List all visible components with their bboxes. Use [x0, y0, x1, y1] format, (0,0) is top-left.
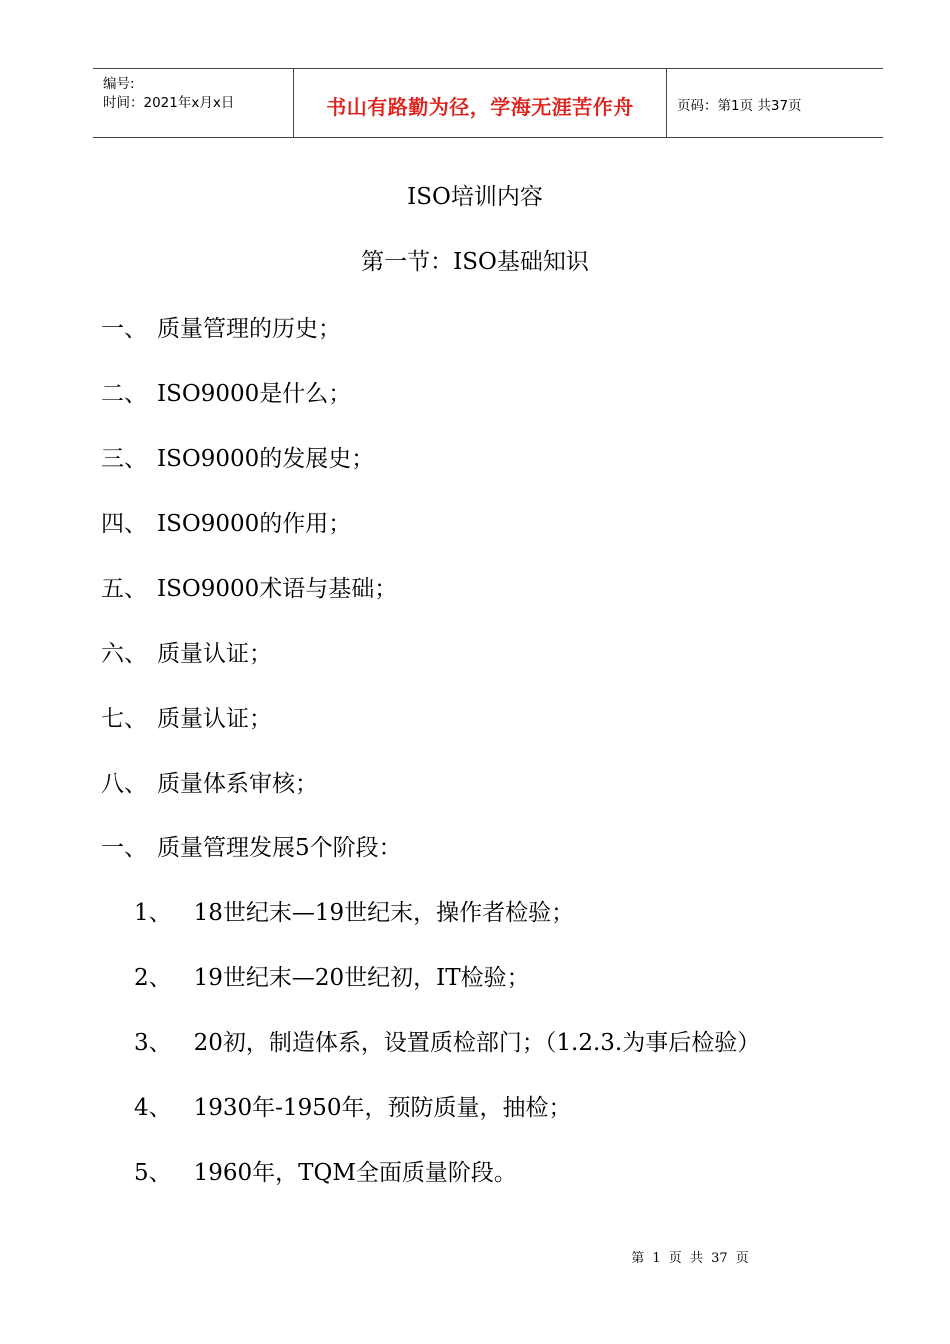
outline-text: ISO9000是什么；: [157, 381, 352, 407]
footer-gong: 共: [689, 1251, 703, 1266]
outline-num: 二、: [101, 381, 147, 407]
stage-num: 4、: [134, 1095, 172, 1121]
stage-item: [134, 959, 530, 992]
page-footer: [0, 1247, 950, 1266]
document-title: ISO培训内容: [407, 184, 543, 210]
header-page-cell: [667, 69, 883, 137]
outline-num: 一、: [101, 316, 147, 342]
stage-item: [134, 1024, 760, 1057]
stage-num: 2、: [134, 965, 172, 991]
footer-ye2: 页: [735, 1251, 749, 1266]
outline-item: [101, 310, 341, 343]
outline-text: 质量管理发展5个阶段：: [157, 835, 402, 861]
outline-text: 质量管理的历史；: [157, 316, 341, 342]
footer-ye: 页: [668, 1251, 682, 1266]
outline-item: [101, 829, 402, 862]
outline-num: 三、: [101, 446, 147, 472]
outline-num: 七、: [101, 706, 147, 732]
outline-item: [101, 375, 351, 408]
header-motto-cell: [294, 69, 667, 137]
footer-total-pages: 37: [711, 1251, 728, 1266]
page-info: 页码：第1页 共37页: [677, 98, 802, 114]
footer-page-number: 1: [652, 1251, 661, 1266]
stage-text: 20初，制造体系，设置质检部门；（1.2.3.为事后检验）: [193, 1030, 761, 1056]
outline-text: ISO9000术语与基础；: [157, 576, 398, 602]
stage-item: [134, 1154, 517, 1187]
outline-item: [101, 570, 397, 603]
outline-item: [101, 505, 351, 538]
outline-num: 八、: [101, 771, 147, 797]
outline-item: [101, 440, 374, 473]
outline-num: 五、: [101, 576, 147, 602]
stage-num: 5、: [134, 1160, 172, 1186]
stage-num: 3、: [134, 1030, 172, 1056]
outline-item: [101, 700, 272, 733]
time-label: 时间：2021年x月x日: [103, 95, 235, 111]
outline-text: 质量认证；: [157, 706, 272, 732]
outline-num: 四、: [101, 511, 147, 537]
page-header: [93, 68, 883, 138]
stage-text: 19世纪末—20世纪初，IT检验；: [193, 965, 530, 991]
section-title: 第一节：ISO基础知识: [361, 249, 589, 275]
outline-text: 质量体系审核；: [157, 771, 318, 797]
footer-di: 第: [631, 1251, 645, 1266]
outline-text: 质量认证；: [157, 641, 272, 667]
outline-text: ISO9000的作用；: [157, 511, 352, 537]
serial-label: 编号:: [103, 76, 135, 92]
outline-item: [101, 635, 272, 668]
outline-num: 一、: [101, 835, 147, 861]
stage-text: 1960年，TQM全面质量阶段。: [193, 1160, 517, 1186]
outline-item: [101, 765, 318, 798]
stage-num: 1、: [134, 900, 172, 926]
header-meta-cell: [93, 69, 294, 137]
stage-item: [134, 894, 574, 927]
stage-item: [134, 1089, 571, 1122]
motto: 书山有路勤为径，学海无涯苦作舟: [326, 95, 634, 119]
stage-text: 1930年-1950年，预防质量，抽检；: [193, 1095, 572, 1121]
outline-num: 六、: [101, 641, 147, 667]
outline-text: ISO9000的发展史；: [157, 446, 375, 472]
stage-text: 18世纪末—19世纪末，操作者检验；: [193, 900, 575, 926]
